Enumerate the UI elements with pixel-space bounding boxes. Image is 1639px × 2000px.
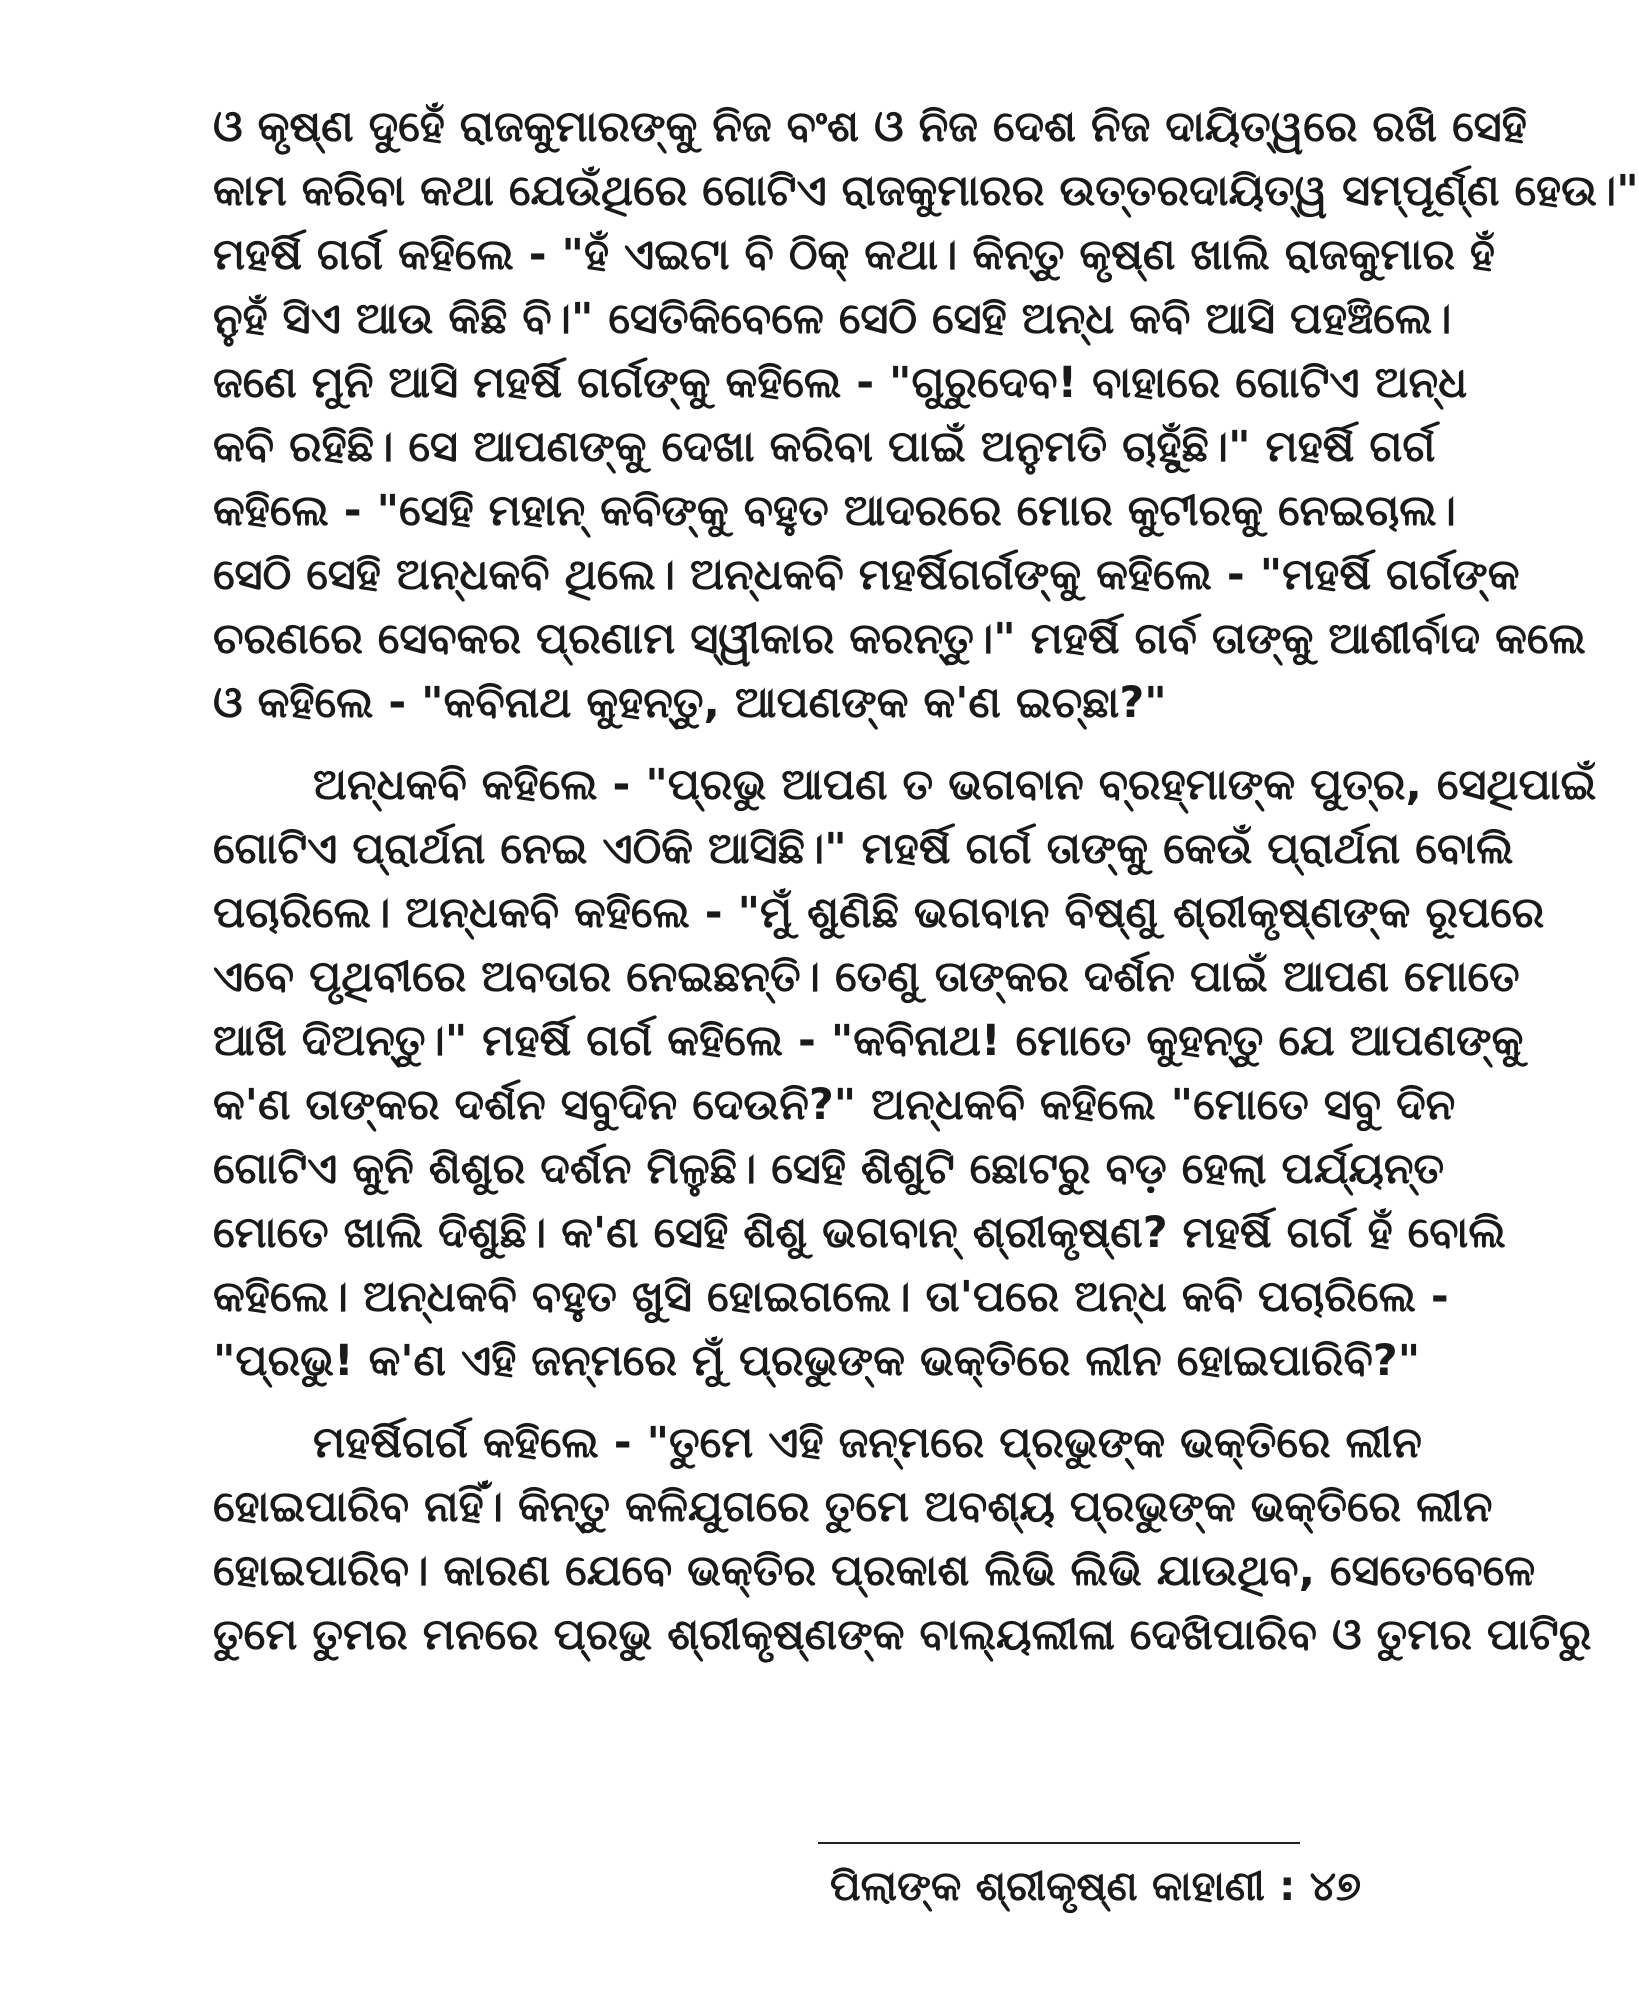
text-line: ତୁମେ ତୁମର ମନରେ ପ୍ରଭୁ ଶ୍ରୀକୃଷ୍ଣଙ୍କ ବାଲ୍ୟଲୀଳା ଦେଖିପାରିବ ଓ ତୁମର ପାଟିରୁ — [213, 1610, 1592, 1660]
text-line: "ପ୍ରଭୁ! କ'ଣ ଏହି ଜନ୍ମରେ ମୁଁ ପ୍ରଭୁଙ୍କ ଭକ୍ତିରେ ଲୀନ ହୋଇପାରିବି?" — [213, 1336, 1421, 1386]
paragraph-2 — [213, 753, 1597, 1393]
text-line: ଚରଣରେ ସେବକର ପ୍ରଣାମ ସ୍ୱୀକାର କରନ୍ତୁ।" ମହର୍ଷି ଗର୍ବ ତାଙ୍କୁ ଆଶୀର୍ବାଦ କଲେ — [213, 614, 1586, 664]
text-line: ନୁହଁ ସିଏ ଆଉ କିଛି ବି।" ସେତିକିବେଳେ ସେଠି ସେହି ଅନ୍ଧ କବି ଆସି ପହଞ୍ଚିଲେ। — [213, 294, 1452, 344]
text-line: ହୋଇପାରିବ। କାରଣ ଯେବେ ଭକ୍ତିର ପ୍ରକାଶ ଲିଭି ଲିଭି ଯାଉଥିବ, ସେତେବେଳେ — [213, 1546, 1536, 1596]
text-line: ହୋଇପାରିବ ନାହିଁ। କିନ୍ତୁ କଳିଯୁଗରେ ତୁମେ ଅବଶ୍ୟ ପ୍ରଭୁଙ୍କ ଭକ୍ତିରେ ଲୀନ — [213, 1482, 1493, 1532]
text-line: ଗୋଟିଏ ପ୍ରାର୍ଥନା ନେଇ ଏଠିକି ଆସିଛି।" ମହର୍ଷି ଗର୍ଗ ତାଙ୍କୁ କେଉଁ ପ୍ରାର୍ଥନା ବୋଲି — [213, 824, 1514, 874]
footer-divider — [818, 1842, 1300, 1844]
text-line: ମହର୍ଷି ଗର୍ଗ କହିଲେ - "ହଁ ଏଇଟା ବି ଠିକ୍ କଥା। କିନ୍ତୁ କୃଷ୍ଣ ଖାଲି ରାଜକୁମାର ହଁ — [213, 230, 1495, 280]
text-line: ମୋତେ ଖାଲି ଦିଶୁଛି। କ'ଣ ସେହି ଶିଶୁ ଭଗବାନ୍ ଶ୍ରୀକୃଷ୍ଣ? ମହର୍ଷି ଗର୍ଗ ହଁ ବୋଲି — [213, 1208, 1506, 1258]
paragraph-1 — [213, 95, 1639, 735]
page-footer: ପିଲାଙ୍କ ଶ୍ରୀକୃଷ୍ଣ କାହାଣୀ : ୪୭ — [830, 1862, 1362, 1910]
text-line: ଏବେ ପୃଥିବୀରେ ଅବତାର ନେଇଛନ୍ତି। ତେଣୁ ତାଙ୍କର ଦର୍ଶନ ପାଇଁ ଆପଣ ମୋତେ — [213, 952, 1520, 1002]
paragraph-3 — [213, 1411, 1592, 1667]
paragraph-gap — [213, 1393, 1303, 1411]
text-line: ସେଠି ସେହି ଅନ୍ଧକବି ଥିଲେ। ଅନ୍ଧକବି ମହର୍ଷିଗର୍ଗଙ୍କୁ କହିଲେ - "ମହର୍ଷି ଗର୍ଗଙ୍କ — [213, 550, 1520, 600]
text-line: ଅନ୍ଧକବି କହିଲେ - "ପ୍ରଭୁ ଆପଣ ତ ଭଗବାନ ବ୍ରହ୍ମାଙ୍କ ପୁତ୍ର, ସେଥିପାଇଁ — [313, 760, 1597, 810]
text-line: କହିଲେ - "ସେହି ମହାନ୍ କବିଙ୍କୁ ବହୁତ ଆଦରରେ ମୋର କୁଟୀରକୁ ନେଇଚାଲ। — [213, 486, 1456, 536]
text-line: କହିଲେ। ଅନ୍ଧକବି ବହୁତ ଖୁସି ହୋଇଗଲେ। ତା'ପରେ ଅନ୍ଧ କବି ପଚାରିଲେ - — [213, 1272, 1449, 1322]
text-line: ଓ କହିଲେ - "କବିନାଥ କୁହନ୍ତୁ, ଆପଣଙ୍କ କ'ଣ ଇଚ୍ଛା?" — [213, 678, 1167, 728]
text-line: ପଚାରିଲେ। ଅନ୍ଧକବି କହିଲେ - "ମୁଁ ଶୁଣିଛି ଭଗବାନ ବିଷ୍ଣୁ ଶ୍ରୀକୃଷ୍ଣଙ୍କ ରୂପରେ — [213, 888, 1545, 938]
text-line: କାମ କରିବା କଥା ଯେଉଁଥିରେ ଗୋଟିଏ ରାଜକୁମାରର ଉତ୍ତରଦାୟିତ୍ୱ ସମ୍ପୂର୍ଣ୍ଣ ହେଉ।" — [213, 166, 1639, 216]
text-line: କ'ଣ ତାଙ୍କର ଦର୍ଶନ ସବୁଦିନ ଦେଉନି?" ଅନ୍ଧକବି କହିଲେ "ମୋତେ ସବୁ ଦିନ — [213, 1080, 1456, 1130]
paragraph-gap — [213, 735, 1303, 753]
text-line: ଗୋଟିଏ କୁନି ଶିଶୁର ଦର୍ଶନ ମିଳୁଛି। ସେହି ଶିଶୁଟି ଛୋଟରୁ ବଡ଼ ହେଲା ପର୍ଯ୍ୟନ୍ତ — [213, 1144, 1445, 1194]
text-line: ଜଣେ ମୁନି ଆସି ମହର୍ଷି ଗର୍ଗଙ୍କୁ କହିଲେ - "ଗୁରୁଦେବ! ବାହାରେ ଗୋଟିଏ ଅନ୍ଧ — [213, 358, 1468, 408]
text-line: ମହର୍ଷିଗର୍ଗ କହିଲେ - "ତୁମେ ଏହି ଜନ୍ମରେ ପ୍ରଭୁଙ୍କ ଭକ୍ତିରେ ଲୀନ — [313, 1418, 1422, 1468]
text-line: ଓ କୃଷ୍ଣ ଦୁହେଁ ରାଜକୁମାରଙ୍କୁ ନିଜ ବଂଶ ଓ ନିଜ ଦେଶ ନିଜ ଦାୟିତ୍ୱରେ ରଖି ସେହି — [213, 102, 1527, 152]
text-line: ଆଖି ଦିଅନ୍ତୁ।" ମହର୍ଷି ଗର୍ଗ କହିଲେ - "କବିନାଥ! ମୋତେ କୁହନ୍ତୁ ଯେ ଆପଣଙ୍କୁ — [213, 1016, 1524, 1066]
text-line: କବି ରହିଛି। ସେ ଆପଣଙ୍କୁ ଦେଖା କରିବା ପାଇଁ ଅନୁମତି ଚାହୁଁଛି।" ମହର୍ଷି ଗର୍ଗ — [213, 422, 1436, 472]
body-text — [213, 95, 1639, 1667]
